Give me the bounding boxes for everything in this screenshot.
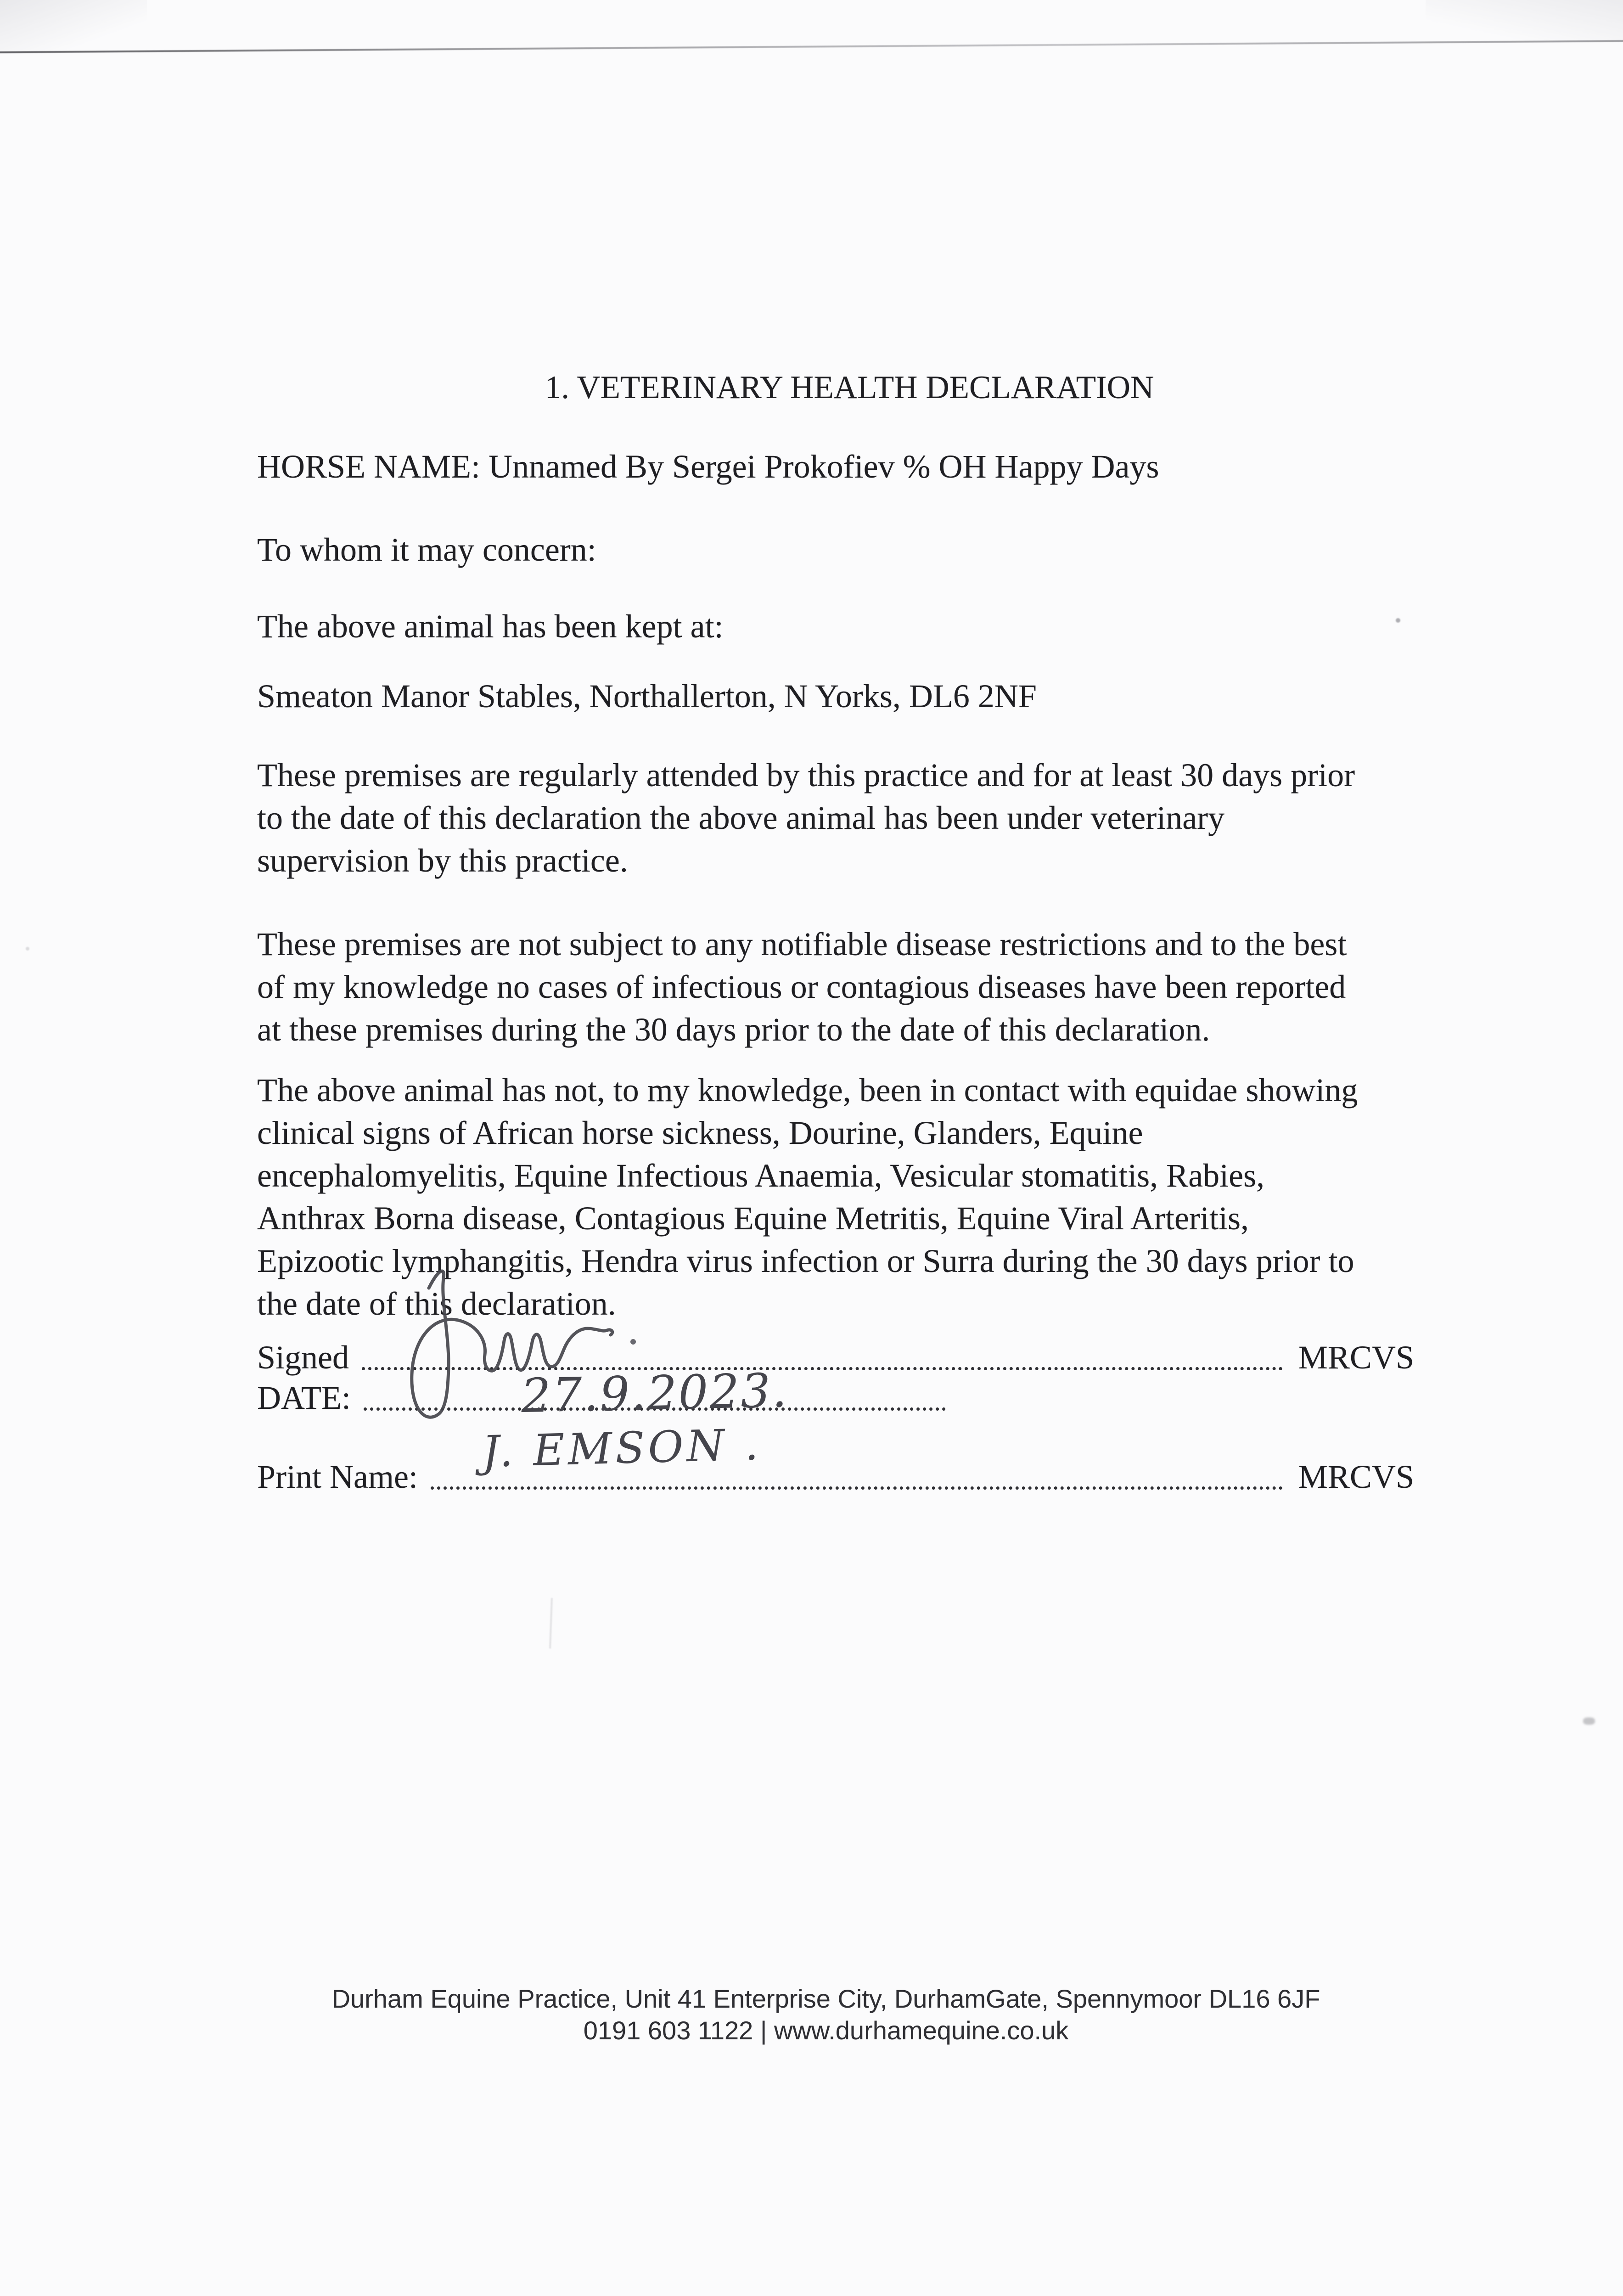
- salutation-line: To whom it may concern:: [257, 531, 596, 568]
- scan-corner-shade-top-left: [0, 0, 147, 54]
- practice-footer: [29, 1983, 1623, 2046]
- paragraph-line: to the date of this declaration the above animal has been under veterinary: [257, 799, 1225, 836]
- scan-corner-shade-top-right: [1426, 0, 1623, 42]
- document-title: 1. VETERINARY HEALTH DECLARATION: [545, 370, 1154, 405]
- paragraph-line: Epizootic lymphangitis, Hendra virus infection or Surra during the 30 days prior to: [257, 1243, 1354, 1279]
- signature-pen-dot: [630, 1339, 636, 1345]
- handwritten-print-name: J. EMSON .: [481, 1420, 762, 1477]
- paragraph-line: of my knowledge no cases of infectious or contagious diseases have been reported: [257, 968, 1346, 1005]
- paragraph-line: These premises are regularly attended by this practice and for at least 30 days prior: [257, 757, 1355, 793]
- paragraph-line: Anthrax Borna disease, Contagious Equine Metritis, Equine Viral Arteritis,: [257, 1200, 1249, 1237]
- paragraph-line: encephalomyelitis, Equine Infectious Anaemia, Vesicular stomatitis, Rabies,: [257, 1157, 1265, 1194]
- scan-speck-artifact: [26, 947, 29, 951]
- paragraph-line: supervision by this practice.: [257, 842, 628, 879]
- paragraph-line: at these premises during the 30 days prior to the date of this declaration.: [257, 1011, 1210, 1048]
- print-name-dotted-line: [431, 1486, 1283, 1490]
- paragraph-premises-attended: [257, 754, 1460, 882]
- scan-smudge-artifact: [1583, 1717, 1595, 1725]
- paragraph-line: the date of this declaration.: [257, 1285, 616, 1322]
- scan-speck-artifact: [1396, 618, 1400, 623]
- paragraph-line: clinical signs of African horse sickness, Dourine, Glanders, Equine: [257, 1114, 1143, 1151]
- date-label: DATE:: [257, 1379, 351, 1416]
- signed-mrcvs-label: MRCVS: [1298, 1339, 1414, 1376]
- footer-address-line: Durham Equine Practice, Unit 41 Enterprise City, DurhamGate, Spennymoor DL16 6JF: [331, 1984, 1320, 2013]
- scan-top-edge-artifact: [0, 40, 1623, 53]
- footer-contact-line: 0191 603 1122 | www.durhamequine.co.uk: [583, 2016, 1069, 2045]
- paragraph-no-restrictions: [257, 923, 1460, 1051]
- print-name-line-row: [257, 1457, 1414, 1497]
- handwritten-date: 27.9.2023.: [520, 1363, 789, 1424]
- signed-label: Signed: [257, 1339, 349, 1376]
- horse-name-line: HORSE NAME: Unnamed By Sergei Prokofiev % OH Happy Days: [257, 448, 1159, 485]
- kept-at-intro-line: The above animal has been kept at:: [257, 608, 724, 645]
- scan-faint-mark-artifact: [549, 1598, 553, 1649]
- print-name-label: Print Name:: [257, 1458, 418, 1495]
- print-name-mrcvs-label: MRCVS: [1298, 1458, 1414, 1495]
- paragraph-line: These premises are not subject to any notifiable disease restrictions and to the best: [257, 926, 1347, 962]
- premises-address-line: Smeaton Manor Stables, Northallerton, N Yorks, DL6 2NF: [257, 678, 1037, 715]
- paragraph-line: The above animal has not, to my knowledge, been in contact with equidae showing: [257, 1072, 1358, 1109]
